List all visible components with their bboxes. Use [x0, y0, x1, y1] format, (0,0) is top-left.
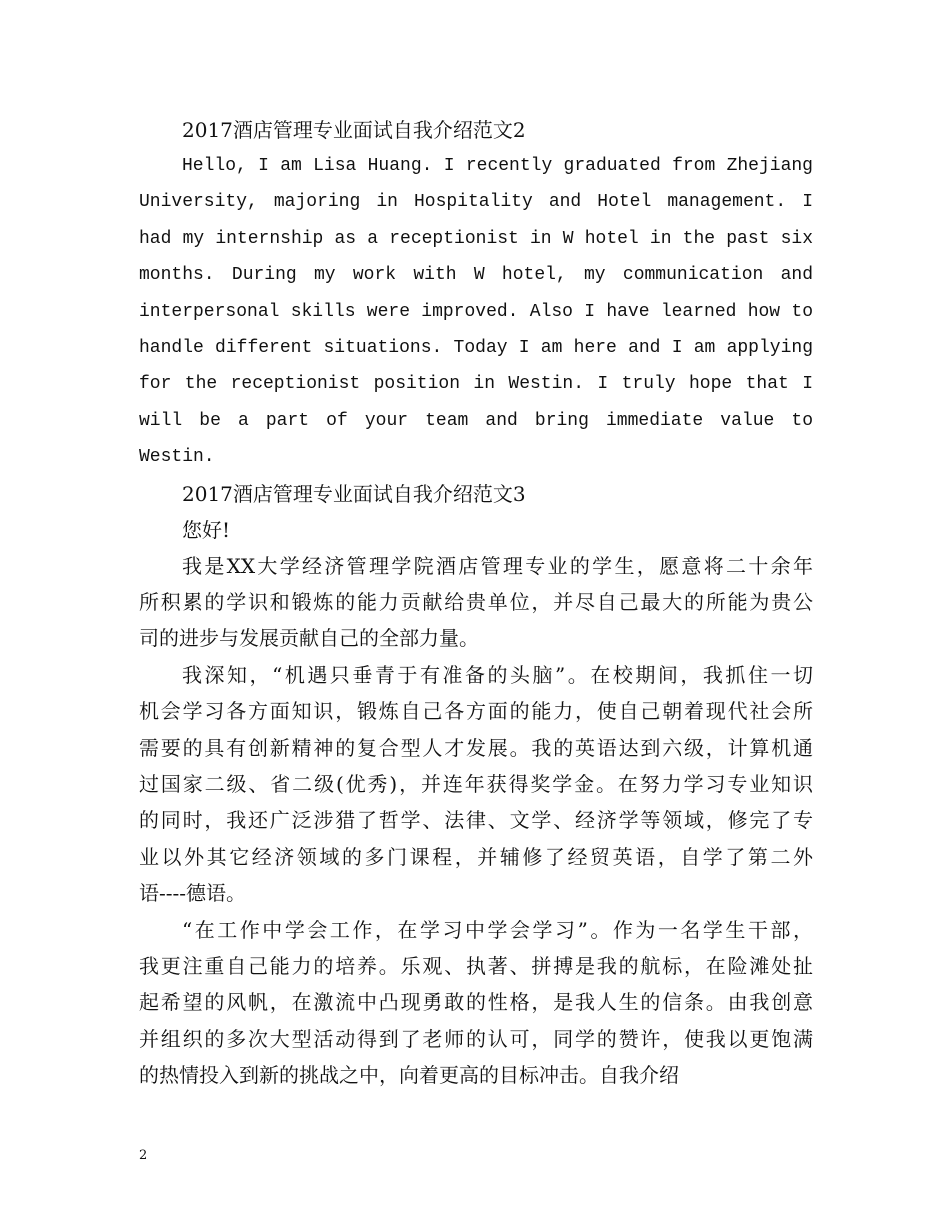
paragraph-line: 需要的具有创新精神的复合型人才发展。我的英语达到六级，计算机通 — [139, 735, 813, 760]
greeting: 您好! — [182, 517, 231, 542]
section-heading-3: 2017酒店管理专业面试自我介绍范文3 — [182, 481, 526, 506]
page-number: 2 — [139, 1148, 148, 1163]
paragraph-line: 语----德语。 — [139, 881, 247, 906]
paragraph-line: 业以外其它经济领域的多门课程，并辅修了经贸英语，自学了第二外 — [139, 844, 813, 869]
paragraph-line: 的热情投入到新的挑战之中，向着更高的目标冲击。自我介绍 — [139, 1063, 679, 1088]
paragraph-line: 我是XX大学经济管理学院酒店管理专业的学生，愿意将二十余年 — [182, 553, 813, 578]
paragraph-line: 机会学习各方面知识，锻炼自己各方面的能力，使自己朝着现代社会所 — [139, 699, 813, 724]
paragraph-line: 过国家二级、省二级(优秀)，并连年获得奖学金。在努力学习专业知识 — [139, 772, 813, 796]
section-heading-2: 2017酒店管理专业面试自我介绍范文2 — [182, 118, 526, 142]
english-paragraph: Hello, I am Lisa Huang. I recently graduated from Zhejiang University, majoring in Hospitality and Hotel management. I had my internship as a receptionist in W hotel in the past six months. During my work with W hotel, my communication and interpersonal skills were improved. Also I have learned how to handle different situations. Today I am here and I am applying for the receptionist position in Westin. I truly hope that I will be a part of your team and bring immediate value to Westin. — [139, 156, 813, 468]
paragraph-work — [139, 912, 813, 1094]
document-body — [139, 112, 813, 1094]
paragraph-line: 并组织的多次大型活动得到了老师的认可，同学的赞许，使我以更饱满 — [139, 1026, 813, 1051]
paragraph-introduction — [139, 548, 813, 657]
paragraph-line: “在工作中学会工作，在学习中学会学习”。作为一名学生干部， — [182, 917, 813, 942]
paragraph-study — [139, 657, 813, 912]
paragraph-line: 我更注重自己能力的培养。乐观、执著、拼搏是我的航标，在险滩处扯 — [139, 953, 813, 978]
paragraph-line: 起希望的风帆，在激流中凸现勇敢的性格，是我人生的信条。由我创意 — [139, 990, 813, 1015]
paragraph-line: 的同时，我还广泛涉猎了哲学、法律、文学、经济学等领域，修完了专 — [139, 808, 813, 833]
paragraph-line: 司的进步与发展贡献自己的全部力量。 — [139, 626, 479, 651]
paragraph-line: 所积累的学识和锻炼的能力贡献给贵单位，并尽自己最大的所能为贵公 — [139, 590, 813, 615]
paragraph-line: 我深知，“机遇只垂青于有准备的头脑”。在校期间，我抓住一切 — [182, 662, 813, 687]
